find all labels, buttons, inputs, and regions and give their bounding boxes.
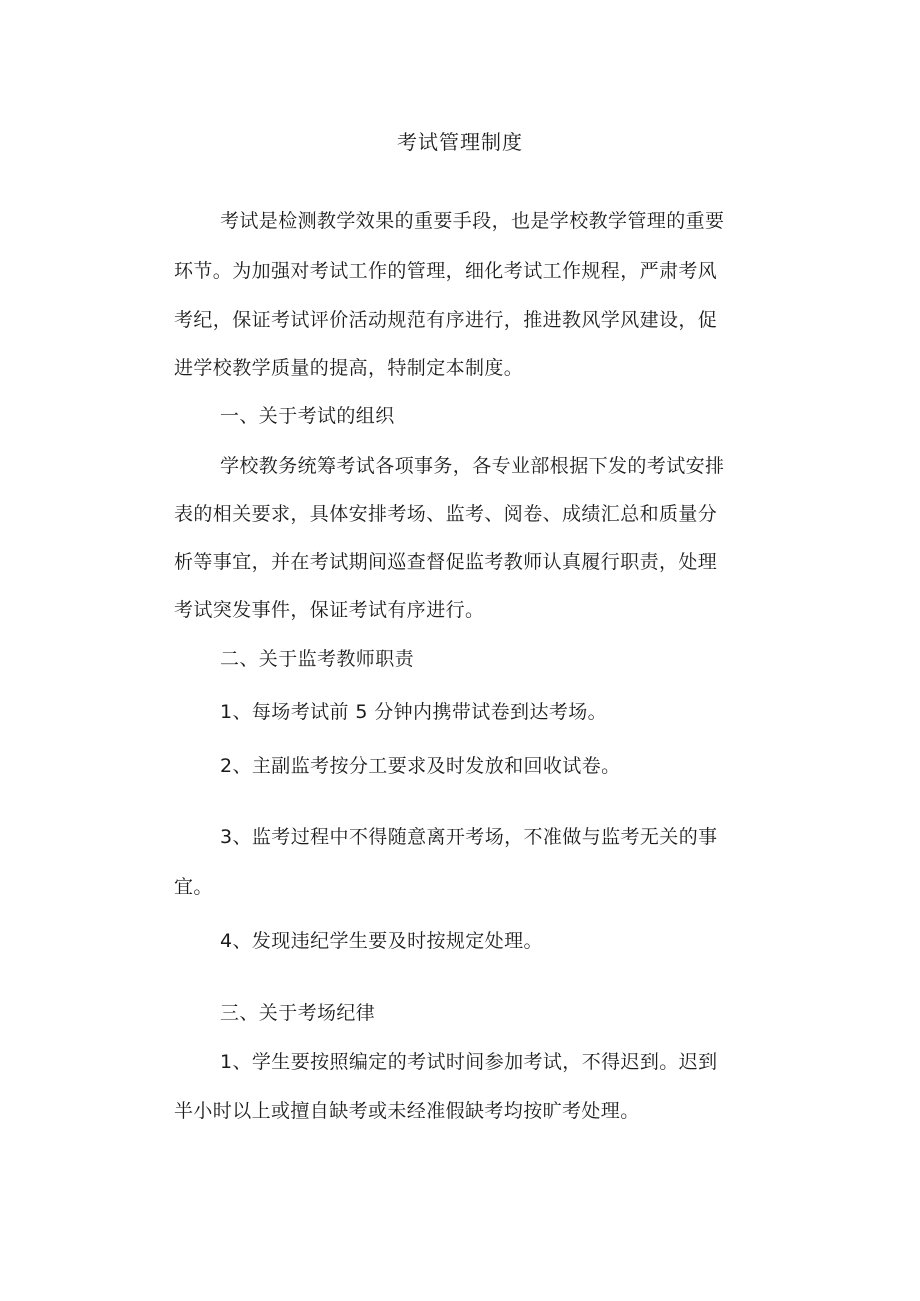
- section2-item-3-line-1: 3、监考过程中不得随意离开考场，不准做与监考无关的事: [220, 826, 718, 848]
- section1-line-2: 表的相关要求，具体安排考场、监考、阅卷、成绩汇总和质量分: [174, 503, 718, 525]
- section2-item-1: 1、每场考试前 5 分钟内携带试卷到达考场。: [220, 701, 608, 723]
- intro-line-3: 考纪，保证考试评价活动规范有序进行，推进教风学风建设，促: [174, 309, 718, 331]
- section2-heading: 二、关于监考教师职责: [220, 648, 415, 670]
- intro-line-2: 环节。为加强对考试工作的管理，细化考试工作规程，严肃考风: [174, 260, 718, 282]
- section1-line-3: 析等事宜，并在考试期间巡查督促监考教师认真履行职责，处理: [174, 551, 718, 573]
- section1-heading: 一、关于考试的组织: [220, 405, 395, 427]
- section3-item-1-line-2: 半小时以上或擅自缺考或未经准假缺考均按旷考处理。: [174, 1100, 640, 1122]
- section2-item-2: 2、主副监考按分工要求及时发放和回收试卷。: [220, 755, 621, 777]
- section3-heading: 三、关于考场纪律: [220, 1002, 376, 1024]
- section1-line-1: 学校教务统筹考试各项事务，各专业部根据下发的考试安排: [220, 455, 725, 477]
- section1-line-4: 考试突发事件，保证考试有序进行。: [174, 599, 485, 621]
- section2-item-4: 4、发现违纪学生要及时按规定处理。: [220, 930, 543, 952]
- section2-item-3-line-2: 宜。: [174, 876, 213, 898]
- intro-line-1: 考试是检测教学效果的重要手段，也是学校教学管理的重要: [220, 210, 725, 232]
- intro-line-4: 进学校教学质量的提高，特制定本制度。: [174, 357, 524, 379]
- section3-item-1-line-1: 1、学生要按照编定的考试时间参加考试，不得迟到。迟到: [220, 1051, 718, 1073]
- document-title: 考试管理制度: [397, 130, 523, 154]
